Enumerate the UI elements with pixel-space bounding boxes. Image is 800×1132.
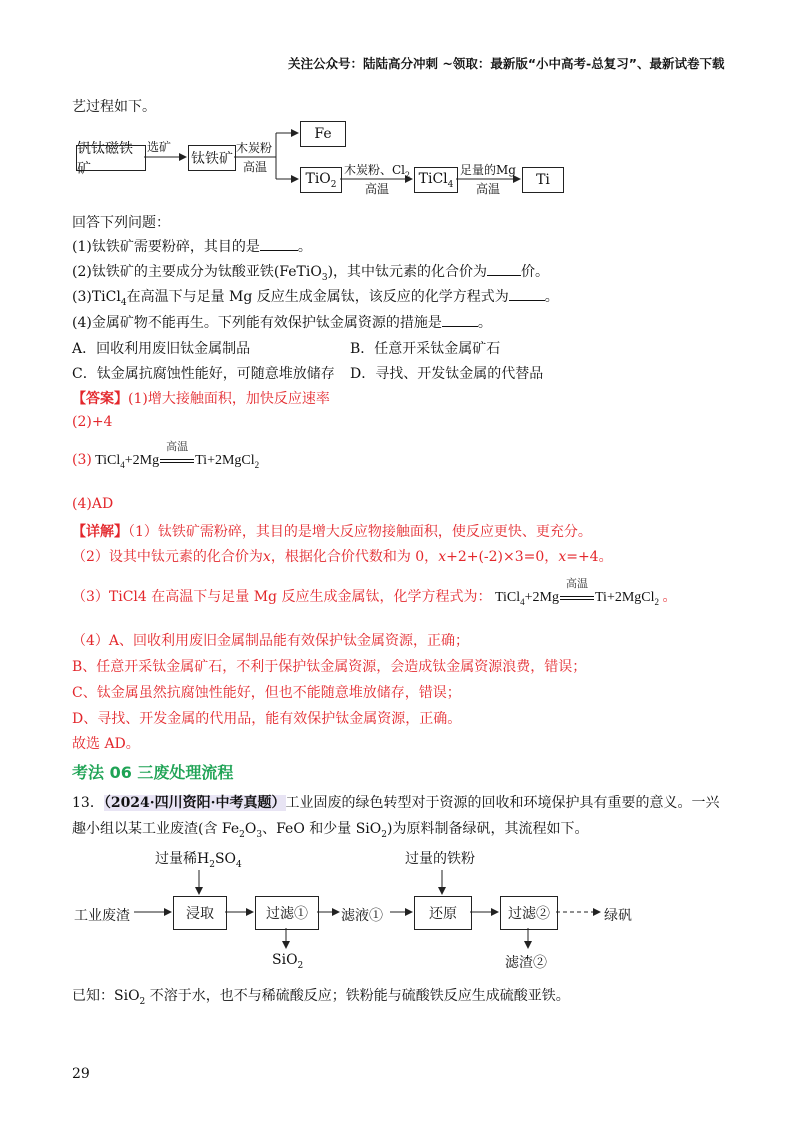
- flow1-label-charcoal-cl2: 木炭粉、$Cl_2$: [344, 163, 411, 180]
- flow-box-start: 钒钛磁铁矿: [76, 145, 146, 171]
- option-a: A．回收利用废旧钛金属制品: [72, 341, 251, 357]
- detail-line-5: B、任意开采钛金属矿石，不利于保护钛金属资源，会造成钛金属资源浪费，错误；: [72, 659, 587, 675]
- question-1: (1)钛铁矿需要粉碎，其目的是 。: [72, 239, 312, 255]
- flow2-residue2: 滤渣②: [505, 955, 547, 971]
- detail-line-6: C、钛金属虽然抗腐蚀性能好，但也不能随意堆放储存，错误；: [72, 685, 461, 701]
- flow-box-ti: Ti: [522, 167, 564, 193]
- flow-box-ticl4: TiCl$_4$: [414, 167, 458, 193]
- question-13-line-2: 趣小组以某工业废渣(含 $Fe_2O_3$、FeO 和少量 SiO$_2$)为原料制备绿矾，其流程如下。: [72, 821, 589, 840]
- page-number: 29: [72, 1066, 90, 1082]
- option-b: B．任意开采钛金属矿石: [350, 341, 501, 357]
- answer-tag: 【答案】: [72, 391, 128, 407]
- detail-line-3: （3）TiCl4 在高温下与足量 Mg 反应生成金属钛，化学方程式为： TiCl$_4$+2Mg 高温 Ti+2MgCl$_2$ 。: [72, 578, 677, 607]
- known-condition: 已知：SiO$_2$ 不溶于水，也不与稀硫酸反应；铁粉能与硫酸铁反应生成硫酸亚铁。: [72, 988, 570, 1007]
- question-13-line-1: 13．（2024·四川资阳·中考真题）工业固废的绿色转型对于资源的回收和环境保护具有重要的意义。一兴: [72, 795, 720, 811]
- questions-intro: 回答下列问题：: [72, 215, 170, 231]
- question-4: (4)金属矿物不能再生。下列能有效保护钛金属资源的措施是 。: [72, 315, 492, 331]
- flow2-filtrate1: 滤液①: [341, 908, 383, 924]
- flow-box-tio2: TiO$_2$: [300, 167, 342, 193]
- answer-line-2: (2)+4: [72, 414, 113, 430]
- detail-line-8: 故选 AD。: [72, 736, 140, 752]
- option-d: D．寻找、开发钛金属的代替品: [350, 366, 544, 382]
- flow1-label-hightemp-1: 高温: [243, 160, 268, 174]
- flow2-box-filter1: 过滤①: [255, 896, 319, 930]
- question-3: (3)TiCl$_4$在高温下与足量 Mg 反应生成金属钛，该反应的化学方程式为 。: [72, 289, 559, 308]
- answer-line-4: (4)AD: [72, 496, 114, 512]
- flow2-box-leach: 浸取: [173, 896, 227, 930]
- flow2-residue-sio2: SiO$_2$: [272, 952, 304, 971]
- detail-line-7: D、寻找、开发金属的代用品，能有效保护钛金属资源，正确。: [72, 711, 462, 727]
- equation-2: TiCl$_4$+2Mg 高温 Ti+2MgCl$_2$: [494, 578, 660, 607]
- answer-line-1: 【答案】(1)增大接触面积，加快反应速率: [72, 391, 330, 407]
- flow2-end: 绿矾: [604, 908, 632, 924]
- intro-text: 艺过程如下。: [72, 99, 156, 115]
- flow2-box-reduce: 还原: [414, 896, 472, 930]
- flow1-arrows: [0, 0, 800, 220]
- equation-1: TiCl$_4$+2Mg 高温 Ti+2MgCl$_2$: [95, 441, 260, 470]
- flow2-reagent-acid: 过量稀$H_2SO_4$: [155, 851, 242, 870]
- detail-line-2: （2）设其中钛元素的化合价为x，根据化合价代数和为 0，x+2+(-2)×3=0，x=+4。: [72, 549, 613, 565]
- flow2-reagent-iron: 过量的铁粉: [405, 851, 475, 867]
- section-heading: 考法 06 三废处理流程: [72, 763, 234, 782]
- page-header: 关注公众号：陆陆高分冲刺 ~领取：最新版“小中高考-总复习”、最新试卷下载: [288, 56, 725, 71]
- flow2-start: 工业废渣: [74, 908, 130, 924]
- flow-box-ilmenite: 钛铁矿: [188, 145, 236, 171]
- question-2: (2)钛铁矿的主要成分为钛酸亚铁(FeTiO$_3$)，其中钛元素的化合价为 价。: [72, 264, 550, 283]
- flow1-label-select: 选矿: [147, 140, 172, 154]
- detail-line-4: （4）A、回收利用废旧金属制品能有效保护钛金属资源，正确；: [72, 633, 470, 649]
- detail-tag: 【详解】: [72, 524, 128, 540]
- flow2-arrows: [0, 840, 800, 970]
- flow1-label-hightemp-3: 高温: [476, 182, 501, 196]
- answer-line-3: (3) TiCl$_4$+2Mg 高温 Ti+2MgCl$_2$: [72, 441, 260, 470]
- flow-box-fe: Fe: [300, 121, 346, 147]
- flow1-label-hightemp-2: 高温: [365, 182, 390, 196]
- detail-line-1: 【详解】（1）钛铁矿需粉碎，其目的是增大反应物接触面积，使反应更快、更充分。: [72, 524, 592, 540]
- flow2-box-filter2: 过滤②: [500, 896, 558, 930]
- flow1-label-mg: 足量的Mg: [460, 163, 516, 177]
- flow1-label-charcoal: 木炭粉: [236, 141, 273, 155]
- option-c: C．钛金属抗腐蚀性能好，可随意堆放储存: [72, 366, 335, 382]
- question-source: （2024·四川资阳·中考真题）: [103, 795, 286, 811]
